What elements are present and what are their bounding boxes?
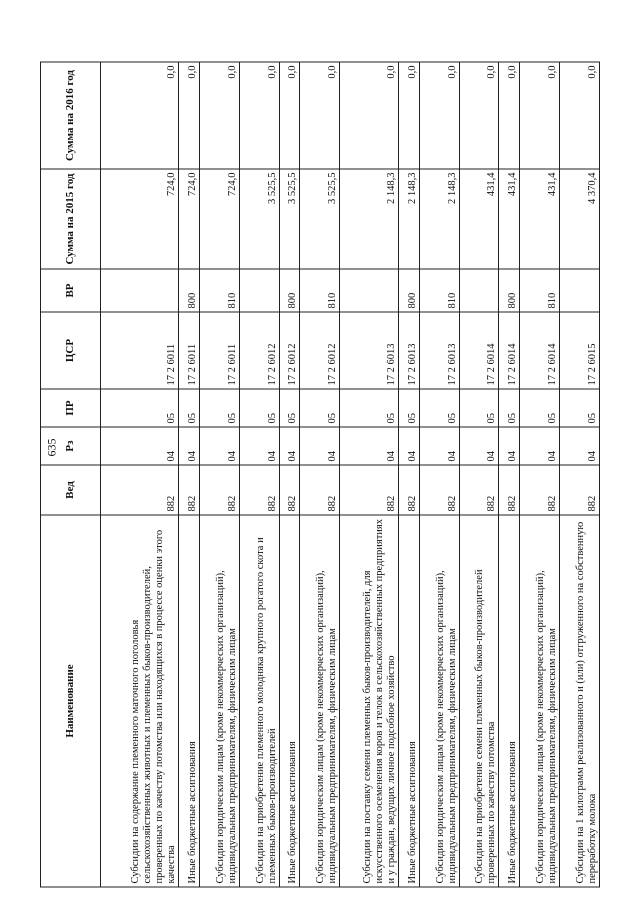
header-name: Наименование: [41, 515, 101, 887]
cell-csr: 17 2 6014: [459, 312, 499, 389]
cell-name: Субсидии на приобретение семени племенных быков-производителей проверенных по качеству потомства: [459, 515, 499, 887]
header-ved: Вед: [41, 465, 101, 515]
rotated-page-content: [40, 63, 600, 888]
cell-ved: 882: [199, 465, 239, 515]
cell-name: Субсидии на поставку семени племенных быков-производителей, для искусственного осеменения коров и телок в сельскохозяйственных предприятиях и у граждан, ведущих личное подсобное хозяйство: [340, 515, 399, 887]
cell-vr: 800: [499, 269, 520, 312]
cell-pr: 05: [101, 389, 179, 427]
cell-csr: 17 2 6013: [419, 312, 459, 389]
cell-pr: 05: [459, 389, 499, 427]
table-header-row: [41, 62, 101, 887]
cell-ved: 882: [560, 465, 600, 515]
cell-sum-2015: 2 148,3: [399, 169, 420, 269]
cell-pr: 05: [419, 389, 459, 427]
budget-table: [40, 62, 600, 888]
cell-name: Иные бюджетные ассигнования: [179, 515, 200, 887]
cell-vr: [560, 269, 600, 312]
cell-pr: 05: [399, 389, 420, 427]
cell-vr: [340, 269, 399, 312]
cell-rz: 04: [300, 427, 340, 465]
cell-rz: 04: [399, 427, 420, 465]
cell-rz: 04: [340, 427, 399, 465]
cell-ved: 882: [279, 465, 300, 515]
cell-sum-2016: 0,0: [560, 62, 600, 169]
header-sum-2016: Сумма на 2016 год: [41, 62, 101, 169]
cell-sum-2016: 0,0: [499, 62, 520, 169]
header-rz: Рз: [41, 427, 101, 465]
cell-sum-2016: 0,0: [179, 62, 200, 169]
cell-ved: 882: [340, 465, 399, 515]
cell-rz: 04: [279, 427, 300, 465]
cell-vr: 810: [520, 269, 560, 312]
cell-pr: 05: [560, 389, 600, 427]
cell-csr: 17 2 6015: [560, 312, 600, 389]
cell-name: Иные бюджетные ассигнования: [499, 515, 520, 887]
cell-sum-2015: 2 148,3: [419, 169, 459, 269]
cell-rz: 04: [199, 427, 239, 465]
cell-vr: 800: [279, 269, 300, 312]
cell-pr: 05: [300, 389, 340, 427]
table-row: [520, 62, 560, 887]
cell-csr: 17 2 6013: [340, 312, 399, 389]
cell-sum-2016: 0,0: [279, 62, 300, 169]
cell-csr: 17 2 6011: [179, 312, 200, 389]
cell-name: Субсидии юридическим лицам (кроме некоммерческих организаций), индивидуальным предпринимателям, физическим лицам: [419, 515, 459, 887]
table-row: [199, 62, 239, 887]
cell-name: Субсидии на приобретение племенного молодняка крупного рогатого скота и племенных быков-производителей: [239, 515, 279, 887]
table-row: [499, 62, 520, 887]
cell-pr: 05: [199, 389, 239, 427]
cell-ved: 882: [399, 465, 420, 515]
table-row: [279, 62, 300, 887]
cell-sum-2016: 0,0: [199, 62, 239, 169]
cell-rz: 04: [499, 427, 520, 465]
cell-rz: 04: [560, 427, 600, 465]
table-row: [179, 62, 200, 887]
cell-ved: 882: [300, 465, 340, 515]
cell-vr: 810: [199, 269, 239, 312]
header-sum-2015: Сумма на 2015 год: [41, 169, 101, 269]
table-row: [419, 62, 459, 887]
cell-csr: 17 2 6014: [520, 312, 560, 389]
cell-rz: 04: [419, 427, 459, 465]
cell-pr: 05: [340, 389, 399, 427]
header-pr: ПР: [41, 389, 101, 427]
cell-csr: 17 2 6014: [499, 312, 520, 389]
cell-ved: 882: [179, 465, 200, 515]
cell-ved: 882: [239, 465, 279, 515]
table-row: [399, 62, 420, 887]
cell-name: Субсидии юридическим лицам (кроме некоммерческих организаций), индивидуальным предпринимателям, физическим лицам: [300, 515, 340, 887]
cell-sum-2015: 4 370,4: [560, 169, 600, 269]
cell-sum-2015: 724,0: [199, 169, 239, 269]
table-row: [101, 62, 179, 887]
cell-pr: 05: [179, 389, 200, 427]
cell-vr: [239, 269, 279, 312]
table-row: [560, 62, 600, 887]
table-row: [459, 62, 499, 887]
header-vr: ВР: [41, 269, 101, 312]
cell-csr: 17 2 6012: [300, 312, 340, 389]
table-row: [340, 62, 399, 887]
table-row: [300, 62, 340, 887]
table-row: [239, 62, 279, 887]
cell-vr: 800: [179, 269, 200, 312]
cell-sum-2016: 0,0: [101, 62, 179, 169]
cell-rz: 04: [459, 427, 499, 465]
cell-vr: [459, 269, 499, 312]
cell-sum-2016: 0,0: [419, 62, 459, 169]
cell-sum-2016: 0,0: [300, 62, 340, 169]
header-csr: ЦСР: [41, 312, 101, 389]
cell-name: Иные бюджетные ассигнования: [399, 515, 420, 887]
cell-vr: 810: [419, 269, 459, 312]
cell-rz: 04: [179, 427, 200, 465]
cell-csr: 17 2 6012: [279, 312, 300, 389]
cell-sum-2015: 3 525,5: [279, 169, 300, 269]
cell-vr: 800: [399, 269, 420, 312]
cell-sum-2015: 431,4: [520, 169, 560, 269]
cell-ved: 882: [520, 465, 560, 515]
cell-sum-2015: 3 525,5: [300, 169, 340, 269]
cell-rz: 04: [239, 427, 279, 465]
cell-name: Субсидии на содержание племенного маточного поголовья сельскохозяйственных животных и племенных быков-производителей, проверенных по качеству потомства или находящихся в процессе оценки этого качества: [101, 515, 179, 887]
cell-sum-2016: 0,0: [459, 62, 499, 169]
cell-pr: 05: [279, 389, 300, 427]
cell-sum-2015: 431,4: [459, 169, 499, 269]
cell-csr: 17 2 6011: [199, 312, 239, 389]
cell-csr: 17 2 6013: [399, 312, 420, 389]
cell-sum-2016: 0,0: [340, 62, 399, 169]
cell-rz: 04: [520, 427, 560, 465]
cell-pr: 05: [239, 389, 279, 427]
cell-ved: 882: [419, 465, 459, 515]
cell-sum-2015: 724,0: [101, 169, 179, 269]
cell-sum-2016: 0,0: [399, 62, 420, 169]
cell-name: Субсидии юридическим лицам (кроме некоммерческих организаций), индивидуальным предпринимателям, физическим лицам: [199, 515, 239, 887]
cell-vr: [101, 269, 179, 312]
cell-name: Иные бюджетные ассигнования: [279, 515, 300, 887]
cell-ved: 882: [101, 465, 179, 515]
cell-sum-2015: 431,4: [499, 169, 520, 269]
cell-sum-2016: 0,0: [520, 62, 560, 169]
cell-sum-2015: 2 148,3: [340, 169, 399, 269]
cell-name: Субсидии юридическим лицам (кроме некоммерческих организаций), индивидуальным предпринимателям, физическим лицам: [520, 515, 560, 887]
cell-csr: 17 2 6012: [239, 312, 279, 389]
cell-ved: 882: [499, 465, 520, 515]
cell-pr: 05: [520, 389, 560, 427]
cell-pr: 05: [499, 389, 520, 427]
cell-sum-2016: 0,0: [239, 62, 279, 169]
cell-vr: 810: [300, 269, 340, 312]
cell-sum-2015: 724,0: [179, 169, 200, 269]
cell-csr: 17 2 6011: [101, 312, 179, 389]
page-number: 635: [44, 438, 59, 457]
cell-sum-2015: 3 525,5: [239, 169, 279, 269]
cell-name: Субсидии на 1 килограмм реализованного и (или) отгруженного на собственную переработку молока: [560, 515, 600, 887]
cell-rz: 04: [101, 427, 179, 465]
cell-ved: 882: [459, 465, 499, 515]
